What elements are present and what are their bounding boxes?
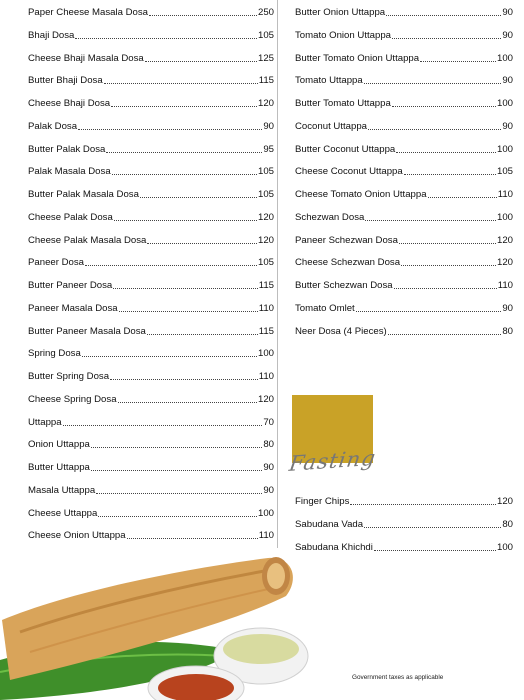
menu-item: [295, 234, 513, 248]
menu-item: [28, 188, 274, 202]
menu-item-name: Butter Tomato Onion Uttappa: [295, 52, 420, 64]
menu-item: [28, 484, 274, 498]
menu-item: [28, 143, 274, 157]
menu-item-price: 100: [257, 507, 274, 519]
dot-leader: [428, 188, 497, 198]
menu-item-price: 105: [257, 29, 274, 41]
dot-leader: [392, 97, 496, 107]
menu-item: [28, 211, 274, 225]
dot-leader: [96, 484, 262, 494]
menu-item-name: Uttappa: [28, 416, 62, 428]
menu-item-name: Butter Schezwan Dosa: [295, 280, 393, 291]
menu-item: [295, 325, 513, 339]
menu-item-price: 250: [257, 7, 274, 18]
menu-item-name: Butter Coconut Uttappa: [295, 143, 396, 155]
menu-item: [28, 416, 274, 430]
menu-item-price: 80: [502, 519, 513, 530]
menu-item-name: Paneer Masala Dosa: [28, 302, 118, 314]
menu-item: [28, 165, 274, 179]
menu-item-name: Cheese Tomato Onion Uttappa: [295, 189, 427, 200]
column-divider: [277, 0, 278, 548]
menu-item-price: 70: [263, 416, 274, 428]
menu-item-name: Cheese Palak Masala Dosa: [28, 234, 147, 246]
menu-item-price: 125: [257, 52, 274, 64]
dot-leader: [106, 143, 262, 153]
menu-item-price: 90: [502, 75, 513, 87]
menu-item-name: Finger Chips: [295, 496, 350, 507]
dot-leader: [386, 6, 501, 16]
menu-item: [28, 461, 274, 475]
menu-item: [295, 120, 513, 134]
menu-item: [295, 29, 513, 43]
menu-item: [28, 393, 274, 407]
dot-leader: [149, 6, 257, 16]
dot-leader: [364, 74, 502, 84]
menu-item-price: 120: [257, 234, 274, 246]
menu-item: [28, 302, 274, 316]
dot-leader: [145, 52, 257, 62]
menu-item-price: 100: [257, 348, 274, 360]
menu-item-name: Butter Uttappa: [28, 462, 90, 473]
menu-item-name: Paper Cheese Masala Dosa: [28, 7, 148, 18]
menu-item-name: Tomato Uttappa: [295, 75, 363, 87]
menu-item: [295, 256, 513, 270]
menu-item-name: Cheese Bhaji Masala Dosa: [28, 52, 144, 64]
menu-item-price: 80: [263, 439, 274, 451]
menu-item-name: Bhaji Dosa: [28, 29, 75, 41]
menu-item-price: 110: [258, 371, 274, 382]
menu-item: [295, 97, 513, 111]
menu-item-price: 90: [502, 29, 513, 41]
dot-leader: [368, 120, 501, 130]
dot-leader: [98, 507, 257, 517]
dot-leader: [364, 518, 501, 528]
menu-item: [295, 188, 513, 202]
menu-item: [28, 370, 274, 384]
menu-item-price: 120: [496, 234, 513, 246]
menu-item: [28, 120, 274, 134]
menu-item-name: Neer Dosa (4 Pieces): [295, 325, 387, 337]
dot-leader: [350, 495, 496, 505]
dot-leader: [420, 52, 496, 62]
dosa-food-illustration: [0, 548, 524, 700]
menu-item-name: Coconut Uttappa: [295, 120, 367, 132]
dot-leader: [78, 120, 262, 130]
tax-note: Government taxes as applicable: [352, 674, 444, 681]
menu-item: [28, 507, 274, 521]
menu-item-name: Palak Dosa: [28, 120, 78, 132]
menu-item: [295, 279, 513, 293]
menu-item-price: 90: [502, 7, 513, 18]
menu-item-price: 105: [257, 257, 274, 269]
dot-leader: [118, 393, 257, 403]
dot-leader: [127, 529, 258, 539]
menu-item-price: 100: [496, 98, 513, 109]
menu-item-price: 105: [257, 166, 274, 178]
menu-item-price: 110: [258, 302, 274, 314]
menu-item-price: 105: [496, 166, 513, 178]
menu-item-name: Cheese Palak Dosa: [28, 211, 113, 223]
dot-leader: [63, 416, 263, 426]
menu-item-price: 115: [258, 75, 274, 87]
dot-leader: [110, 370, 258, 380]
dot-leader: [113, 279, 257, 289]
menu-item-price: 90: [502, 120, 513, 132]
menu-item-name: Tomato Omlet: [295, 302, 355, 314]
menu-item-name: Cheese Uttappa: [28, 507, 98, 519]
dot-leader: [147, 325, 258, 335]
menu-item-price: 90: [263, 462, 274, 473]
dot-leader: [112, 165, 257, 175]
dot-leader: [396, 143, 496, 153]
menu-item: [28, 256, 274, 270]
menu-item-name: Tomato Onion Uttappa: [295, 29, 391, 41]
menu-item-price: 120: [257, 393, 274, 405]
menu-item: [28, 529, 274, 543]
dot-leader: [356, 302, 502, 312]
dot-leader: [111, 97, 257, 107]
dot-leader: [91, 438, 262, 448]
menu-item-name: Butter Tomato Uttappa: [295, 98, 391, 109]
dot-leader: [401, 256, 496, 266]
menu-item-price: 120: [257, 211, 274, 223]
menu-item-name: Spring Dosa: [28, 348, 81, 360]
menu-item-name: Schezwan Dosa: [295, 211, 365, 223]
menu-item-name: Paneer Schezwan Dosa: [295, 234, 398, 246]
dot-leader: [114, 211, 257, 221]
menu-item-price: 95: [263, 143, 274, 155]
menu-item: [28, 234, 274, 248]
menu-item-name: Cheese Schezwan Dosa: [295, 257, 401, 269]
menu-item: [295, 211, 513, 225]
menu-item-name: Butter Palak Masala Dosa: [28, 189, 139, 200]
menu-item-price: 100: [496, 211, 513, 223]
menu-item: [295, 165, 513, 179]
menu-item-name: Masala Uttappa: [28, 484, 96, 496]
menu-item: [295, 302, 513, 316]
menu-item-price: 120: [496, 496, 513, 507]
menu-item-name: Butter Paneer Masala Dosa: [28, 325, 146, 337]
dot-leader: [75, 29, 257, 39]
menu-item-name: Butter Spring Dosa: [28, 371, 110, 382]
menu-item-name: Sabudana Vada: [295, 519, 364, 530]
menu-item-price: 100: [496, 542, 513, 553]
menu-item-name: Palak Masala Dosa: [28, 166, 111, 178]
menu-item-price: 90: [263, 484, 274, 496]
menu-item-name: Butter Paneer Dosa: [28, 280, 113, 291]
menu-item-name: Butter Palak Dosa: [28, 143, 106, 155]
menu-item: [295, 6, 513, 20]
dot-leader: [119, 302, 258, 312]
menu-item-price: 115: [258, 325, 274, 337]
menu-item-price: 105: [257, 189, 274, 200]
menu-item: [295, 143, 513, 157]
menu-item-price: 115: [258, 280, 274, 291]
fasting-section-title: [287, 445, 400, 484]
menu-item: [28, 347, 274, 361]
menu-item: [28, 97, 274, 111]
menu-item-name: Paneer Dosa: [28, 257, 84, 269]
menu-item-price: 100: [496, 52, 513, 64]
menu-item: [28, 438, 274, 452]
fasting-title-text: Fasting: [287, 445, 378, 476]
dot-leader: [82, 347, 257, 357]
menu-item: [28, 279, 274, 293]
dot-leader: [140, 188, 257, 198]
menu-item-name: Butter Bhaji Dosa: [28, 75, 103, 87]
menu-item-name: Cheese Onion Uttappa: [28, 530, 126, 542]
menu-item-price: 90: [263, 120, 274, 132]
menu-item: [28, 52, 274, 66]
menu-item: [28, 74, 274, 88]
menu-item: [295, 52, 513, 66]
menu-item: [28, 29, 274, 43]
menu-item-price: 120: [496, 257, 513, 269]
menu-item-name: Butter Onion Uttappa: [295, 7, 386, 18]
dot-leader: [388, 325, 502, 335]
menu-item-price: 110: [497, 280, 513, 291]
menu-item: [28, 325, 274, 339]
menu-item-name: Cheese Coconut Uttappa: [295, 166, 403, 178]
dot-leader: [85, 256, 257, 266]
menu-item-price: 100: [496, 143, 513, 155]
menu-item-price: 80: [502, 325, 513, 337]
menu-item: [295, 495, 513, 509]
dot-leader: [404, 165, 496, 175]
dot-leader: [392, 29, 501, 39]
menu-item: [295, 74, 513, 88]
menu-item-name: Sabudana Khichdi: [295, 542, 373, 553]
dot-leader: [394, 279, 497, 289]
menu-item-price: 110: [258, 530, 274, 542]
dot-leader: [91, 461, 262, 471]
menu-item-price: 110: [497, 189, 513, 200]
menu-item: [295, 518, 513, 532]
dot-leader: [365, 211, 496, 221]
dot-leader: [104, 74, 258, 84]
menu-item-name: Cheese Bhaji Dosa: [28, 98, 111, 109]
menu-item-name: Cheese Spring Dosa: [28, 393, 117, 405]
dot-leader: [147, 234, 257, 244]
dot-leader: [399, 234, 496, 244]
menu-item-name: Onion Uttappa: [28, 439, 90, 451]
menu-item-price: 120: [257, 98, 274, 109]
menu-item-price: 90: [502, 302, 513, 314]
menu-item: [28, 6, 274, 20]
